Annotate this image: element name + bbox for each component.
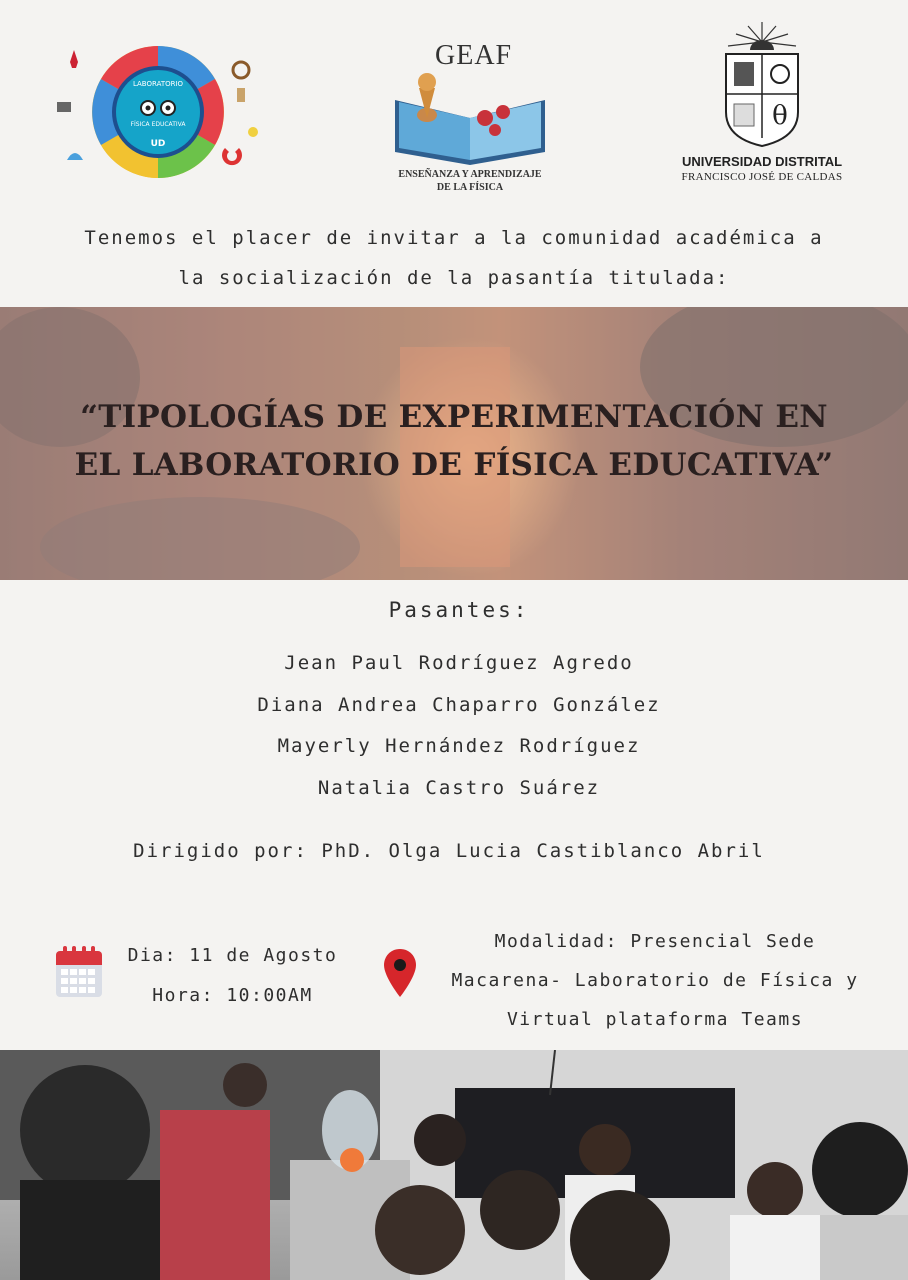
interns-label: Pasantes: <box>388 598 530 622</box>
bulb-icon <box>248 127 258 137</box>
wheel-icon <box>233 62 249 78</box>
universidad-distrital-logo <box>672 20 852 190</box>
intro-line1: Tenemos el placer de invitar a la comunidad académica a <box>84 227 824 249</box>
interns-list <box>0 644 908 810</box>
geaf-title: GEAF <box>435 40 513 71</box>
universidad-distrital-seal-icon <box>720 20 804 150</box>
battery-icon <box>57 102 71 112</box>
modality-line1: Modalidad: Presencial Sede <box>494 931 816 952</box>
intern-name: Natalia Castro Suárez <box>317 776 601 799</box>
lab-logo-graphic <box>55 40 260 180</box>
svg-text:FÍSICA EDUCATIVA: FÍSICA EDUCATIVA <box>130 121 186 128</box>
event-modality <box>430 922 880 1039</box>
talk-title-line1: “TIPOLOGÍAS DE EXPERIMENTACIÓN EN <box>80 399 828 435</box>
svg-text:UD: UD <box>150 139 166 149</box>
modality-line3: Virtual plataforma Teams <box>506 1009 804 1030</box>
title-banner <box>0 307 908 580</box>
geaf-logo <box>385 40 555 200</box>
university-subname: FRANCISCO JOSÉ DE CALDAS <box>681 171 843 183</box>
geaf-subtitle <box>385 168 555 194</box>
director-line: Dirigido por: PhD. Olga Lucia Castiblanco Abril <box>133 840 765 862</box>
intro-line2: la socialización de la pasantía titulada: <box>178 267 730 289</box>
calendar-icon <box>55 945 103 999</box>
svg-text:θ: θ <box>772 101 788 131</box>
talk-title-line2: EL LABORATORIO DE FÍSICA EDUCATIVA” <box>74 447 834 483</box>
university-name: UNIVERSIDAD DISTRITAL <box>681 154 843 169</box>
laboratorio-fisica-educativa-logo <box>55 40 260 180</box>
invitation-intro <box>30 218 878 298</box>
event-date-time <box>115 936 350 1016</box>
drop-icon <box>67 153 83 160</box>
geaf-subtitle-line2: DE LA FÍSICA <box>436 182 504 193</box>
event-time: Hora: 10:00AM <box>152 985 313 1006</box>
talk-title <box>30 393 878 489</box>
classroom-demonstration-photo <box>0 1050 908 1280</box>
intern-name: Jean Paul Rodríguez Agredo <box>284 652 634 674</box>
geaf-subtitle-line1: ENSEÑANZA Y APRENDIZAJE <box>398 169 542 180</box>
rocket-icon <box>70 50 78 68</box>
intern-name: Diana Andrea Chaparro González <box>257 693 661 716</box>
location-pin-icon <box>383 948 417 998</box>
event-date: Dia: 11 de Agosto <box>127 945 338 966</box>
hourglass-icon <box>237 88 245 102</box>
modality-line2: Macarena- Laboratorio de Física y <box>451 970 859 991</box>
svg-text:LABORATORIO: LABORATORIO <box>132 80 184 88</box>
intern-name: Mayerly Hernández Rodríguez <box>277 735 641 757</box>
magnet-icon <box>222 148 242 165</box>
geaf-book-icon <box>385 60 555 165</box>
